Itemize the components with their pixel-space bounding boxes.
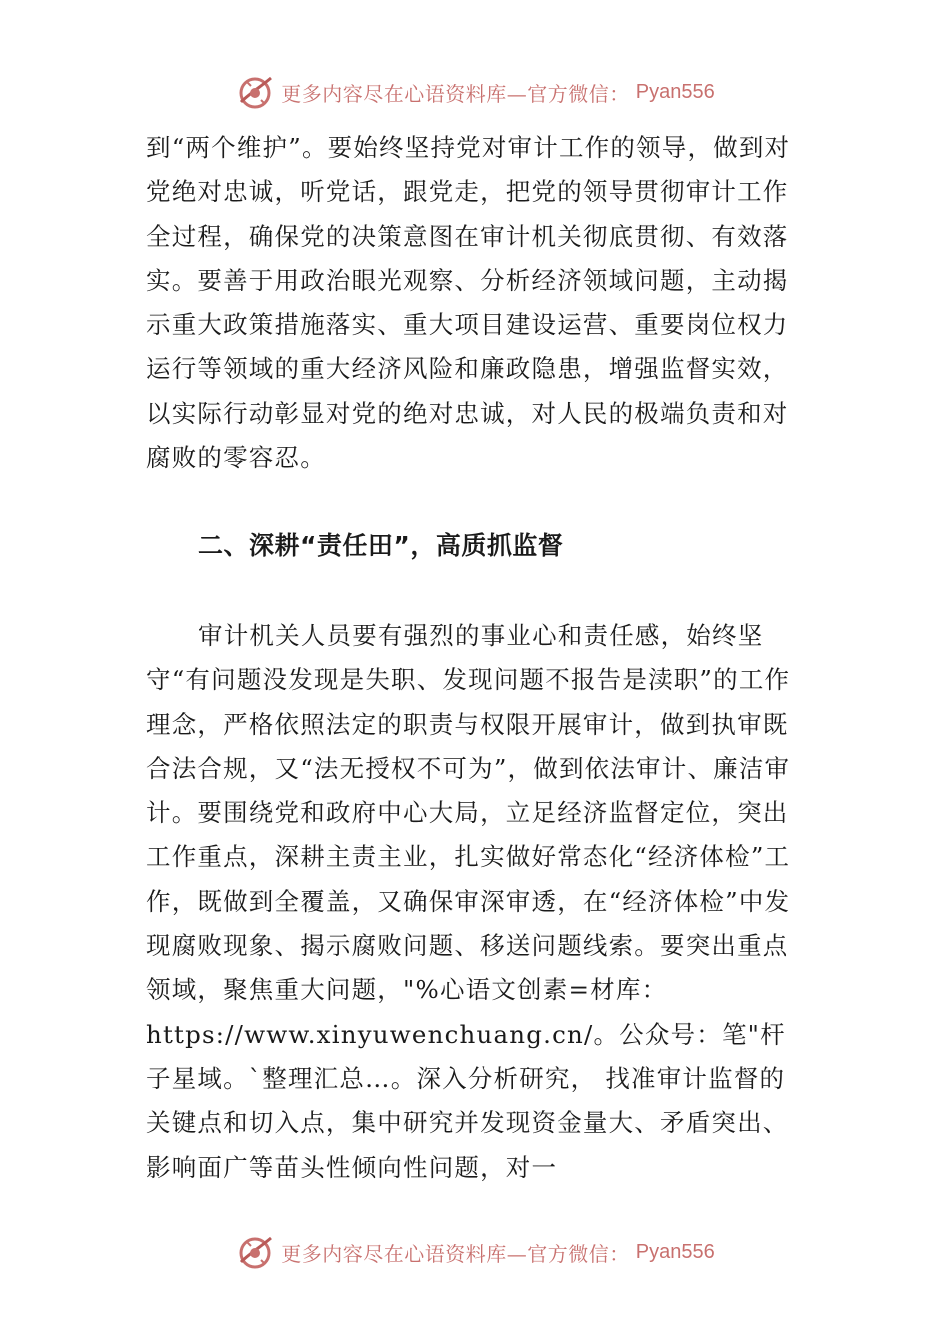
header-banner xyxy=(0,70,950,114)
banner-wechat-id: Pyan556 xyxy=(635,1240,715,1263)
logo-icon xyxy=(235,72,275,112)
banner-text: 更多内容尽在心语资料库—官方微信： xyxy=(281,81,630,106)
section-heading: 二、深耕“责任田”，高质抓监督 xyxy=(198,531,564,560)
banner-text: 更多内容尽在心语资料库—官方微信： xyxy=(281,1241,630,1266)
logo-icon xyxy=(235,1232,275,1272)
paragraph-1: 到“两个维护”。要始终坚持党对审计工作的领导，做到对党绝对忠诚，听党话，跟党走，把党的领导贯彻审计工作全过程，确保党的决策意图在审计机关彻底贯彻、有效落实。要善于用政治眼光观察、分析经济领域问题，主动揭示重大政策措施落实、重大项目建设运营、重要岗位权力运行等领域的重大经济风险和廉政隐患，增强监督实效，以实际行动彰显对党的绝对忠诚，对人民的极端负责和对腐败的零容忍。 xyxy=(146,133,791,473)
paragraph-2: 审计机关人员要有强烈的事业心和责任感，始终坚守“有问题没发现是失职、发现问题不报告是渎职”的工作理念，严格依照法定的职责与权限开展审计，做到执审既合法合规，又“法无授权不可为”，做到依法审计、廉洁审计。要围绕党和政府中心大局，立足经济监督定位，突出工作重点，深耕主责主业，扎实做好常态化“经济体检”工作，既做到全覆盖，又确保审深审透，在“经济体检”中发现腐败现象、揭示腐败问题、移送问题线索。要突出重点领域，聚焦重大问题，"%心语文创素=材库：https://www.xinyuwenchuang.cn/。公众号：笔"杆子星域。`整理汇总…。深入分析研究， 找准审计监督的关键点和切入点，集中研究并发现资金量大、矛盾突出、影响面广等苗头性倾向性问题，对一 xyxy=(146,621,791,1182)
banner-wechat-id: Pyan556 xyxy=(635,80,715,103)
footer-banner xyxy=(0,1230,950,1274)
